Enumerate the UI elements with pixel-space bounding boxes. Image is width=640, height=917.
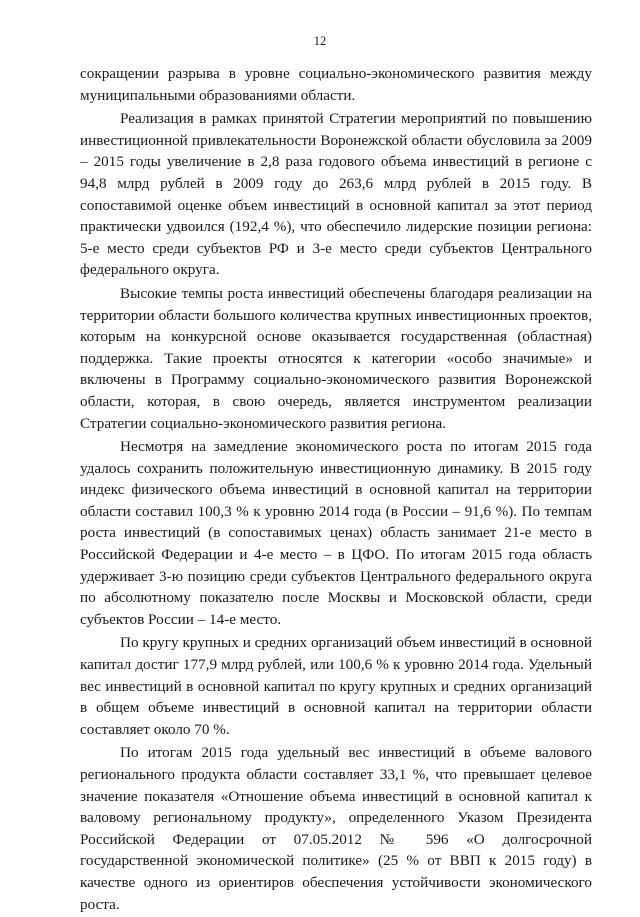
paragraph-1-continuation: сокращении разрыва в уровне социально-экономического развития между муниципальными образованиями области. [80,65,592,104]
paragraph-2015-dynamics: Несмотря на замедление экономического роста по итогам 2015 года удалось сохранить положительную инвестиционную динамику. В 2015 году индекс физического объема инвестиций в основной капитал на территории области составил 100,3 % к уровню 2014 года (в России – 91,6 %). По темпам роста инвестиций (в сопоставимых ценах) область занимает 21-е место в Российской Федерации и 4-е место – в ЦФО. По итогам 2015 года область удерживает 3-ю позицию среди субъектов Центрального федерального округа по абсолютному показателю после Москвы и Московской области, среди субъектов России – 14-е место. [80,438,592,628]
paragraph-large-organizations: По кругу крупных и средних организаций объем инвестиций в основной капитал достиг 177,9 млрд рублей, или 100,6 % к уровню 2014 года. Удельный вес инвестиций в основной капитал по кругу крупных и средних организаций в общем объеме инвестиций в основной капитал на территории области составляет около 70 %. [80,634,592,738]
document-body [80,63,592,917]
paragraph-strategy-implementation: Реализация в рамках принятой Стратегии мероприятий по повышению инвестиционной привлекательности Воронежской области обусловила за 2009 – 2015 годы увеличение в 2,8 раза годового объема инвестиций в регионе с 94,8 млрд рублей в 2009 году до 263,6 млрд рублей в 2015 году. В сопоставимой оценке объем инвестиций в основной капитал за этот период практически удвоился (192,4 %), что обеспечило лидерские позиции региона: 5-е место среди субъектов РФ и 3-е место среди субъектов Центрального федерального округа. [80,110,592,279]
page-number: 12 [313,34,327,48]
paragraph-grp-share: По итогам 2015 года удельный вес инвестиций в объеме валового регионального продукта области составляет 33,1 %, что превышает целевое значение показателя «Отношение объема инвестиций в основной капитал к валовому региональному продукту», определенного Указом Президента Российской Федерации от 07.05.2012 № 596 «О долгосрочной государственной экономической политике» (25 % от ВВП к 2015 году) в качестве одного из ориентиров обеспечения устойчивости экономического роста. [80,744,592,913]
paragraph-investment-growth: Высокие темпы роста инвестиций обеспечены благодаря реализации на территории области большого количества крупных инвестиционных проектов, которым на конкурсной основе оказывается государственная (областная) поддержка. Такие проекты относятся к категории «особо значимые» и включены в Программу социально-экономического развития Воронежской области, которая, в свою очередь, является инструментом реализации Стратегии социально-экономического развития региона. [80,284,592,432]
